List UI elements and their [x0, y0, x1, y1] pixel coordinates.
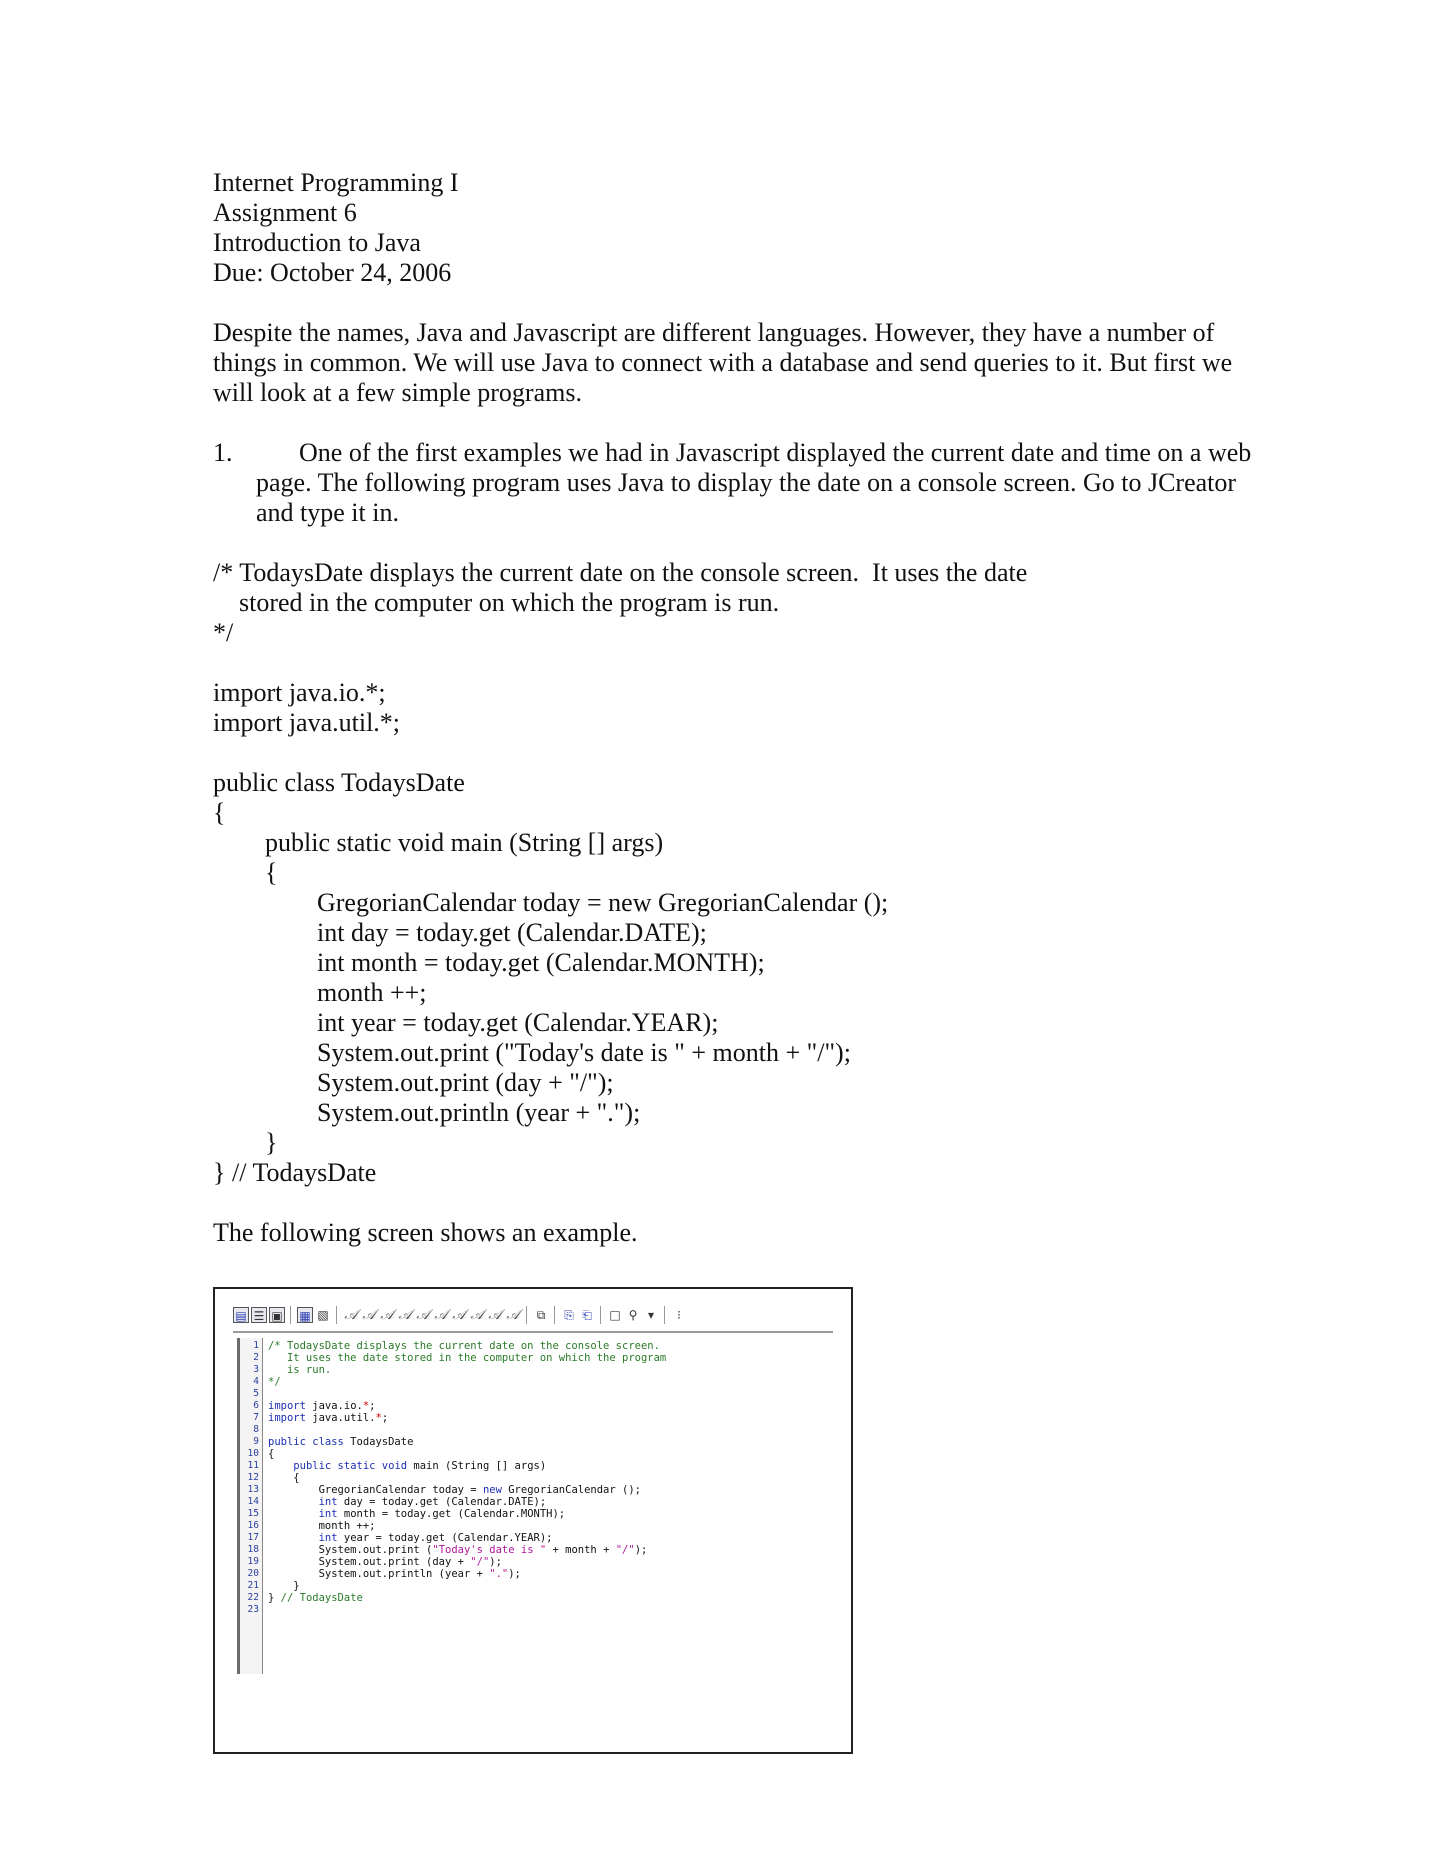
code-line: System.out.println (year + "."); [213, 1098, 641, 1127]
editor-line: { [268, 1472, 300, 1484]
save-all-icon[interactable]: ▦ [297, 1307, 313, 1323]
link-icon[interactable]: ⚲ [628, 1308, 638, 1322]
line-number: 7 [253, 1412, 259, 1423]
code-line [213, 648, 1253, 678]
line-number: 2 [253, 1352, 259, 1363]
screenshot-caption: The following screen shows an example. [213, 1218, 638, 1247]
code-line: int month = today.get (Calendar.MONTH); [213, 948, 765, 977]
line-number: 20 [247, 1568, 259, 1579]
editor-line: import java.io.*; [268, 1400, 376, 1412]
code-line: } [213, 1128, 278, 1157]
editor-line: System.out.print ("Today's date is " + month + "/"); [268, 1544, 648, 1556]
editor-line: It uses the date stored in the computer on which the program [268, 1352, 667, 1364]
code-line: System.out.print (day + "/"); [213, 1068, 614, 1097]
code-line: System.out.print ("Today's date is " + month + "/"); [213, 1038, 851, 1067]
tool-icon[interactable]: 𝒜 [398, 1307, 412, 1323]
code-line: { [213, 798, 226, 827]
toolbar-separator [526, 1306, 528, 1324]
window-split-icon[interactable]: ⧉ [536, 1308, 546, 1322]
editor-line: /* TodaysDate displays the current date on the console screen. [268, 1340, 660, 1352]
tool-icon[interactable]: 𝒜 [362, 1307, 376, 1323]
editor-line: month ++; [268, 1520, 376, 1532]
toolbar-separator [664, 1306, 666, 1324]
toolbar-separator [336, 1306, 338, 1324]
editor-line: { [268, 1448, 275, 1460]
item-number: 1. [213, 438, 233, 467]
tool-icon[interactable]: 𝒜 [416, 1307, 430, 1323]
course-title: Internet Programming I [213, 168, 459, 197]
line-number: 22 [247, 1592, 259, 1603]
assignment-title: Assignment 6 [213, 198, 357, 227]
editor-line: import java.util.*; [268, 1412, 389, 1424]
editor-line: int year = today.get (Calendar.YEAR); [318, 1532, 553, 1544]
more-icon[interactable]: ⁝ [677, 1308, 681, 1322]
line-number: 5 [253, 1388, 259, 1399]
code-line: { [213, 858, 278, 887]
numbered-item-1 [213, 438, 1253, 528]
line-number: 16 [247, 1520, 259, 1531]
code-line: month ++; [213, 978, 427, 1007]
tool-icon[interactable]: 𝒜 [344, 1307, 358, 1323]
editor-line: System.out.println (year + "."); [268, 1568, 521, 1580]
code-line: GregorianCalendar today = new GregorianCalendar (); [213, 888, 889, 917]
editor-line: */ [268, 1376, 281, 1388]
line-number: 19 [247, 1556, 259, 1567]
code-line: import java.util.*; [213, 708, 401, 737]
editor-line: } [268, 1580, 300, 1592]
line-number: 12 [247, 1472, 259, 1483]
code-line: int day = today.get (Calendar.DATE); [213, 918, 707, 947]
line-number: 21 [247, 1580, 259, 1591]
tool-icon[interactable]: 𝒜 [452, 1307, 466, 1323]
document-header [213, 168, 1253, 288]
toolbar-separator [600, 1306, 602, 1324]
line-number: 3 [253, 1364, 259, 1375]
tool-icon[interactable]: 𝒜 [470, 1307, 484, 1323]
editor-line: System.out.print (day + "/"); [268, 1556, 502, 1568]
editor-line: public static void main (String [] args) [293, 1460, 547, 1472]
document-page [213, 168, 1253, 1248]
toolbar-separator [554, 1306, 556, 1324]
code-line: import java.io.*; [213, 678, 386, 707]
editor-line: } // TodaysDate [268, 1592, 363, 1604]
tool-icon[interactable]: 𝒜 [380, 1307, 394, 1323]
window-icon[interactable]: ▣ [269, 1307, 285, 1323]
code-listing [213, 558, 1253, 1188]
line-number: 9 [253, 1436, 259, 1447]
list-icon[interactable]: ☰ [251, 1307, 267, 1323]
editor-line: GregorianCalendar today = new GregorianCalendar (); [268, 1484, 641, 1496]
line-number: 14 [247, 1496, 259, 1507]
line-number: 8 [253, 1424, 259, 1435]
code-line: public class TodaysDate [213, 768, 465, 797]
item-text: One of the first examples we had in Javascript displayed the current date and time on a web page. The following program uses Java to display the date on a console screen. Go to JCreator and type it in. [256, 438, 1252, 527]
line-number: 1 [253, 1340, 259, 1351]
line-number: 17 [247, 1532, 259, 1543]
code-line [213, 738, 1253, 768]
line-number: 4 [253, 1376, 259, 1387]
toolbar-separator [290, 1306, 292, 1324]
due-date: Due: October 24, 2006 [213, 258, 452, 287]
new-class-icon[interactable]: □ [609, 1308, 621, 1322]
ide-toolbar [233, 1303, 833, 1333]
editor-line: public class TodaysDate [268, 1436, 414, 1448]
line-number: 23 [247, 1604, 259, 1615]
line-number: 18 [247, 1544, 259, 1555]
code-line: public static void main (String [] args) [213, 828, 664, 857]
topic-title: Introduction to Java [213, 228, 421, 257]
code-line: int year = today.get (Calendar.YEAR); [213, 1008, 719, 1037]
editor-line: int month = today.get (Calendar.MONTH); [318, 1508, 566, 1520]
line-number-gutter [240, 1338, 263, 1674]
properties-icon[interactable]: ▧ [317, 1308, 329, 1322]
code-editor[interactable] [237, 1338, 836, 1674]
code-line: */ [213, 618, 234, 647]
line-number: 10 [247, 1448, 259, 1459]
copy-icon[interactable]: ⎘ [564, 1308, 574, 1322]
editor-line: int day = today.get (Calendar.DATE); [318, 1496, 547, 1508]
tool-icon[interactable]: 𝒜 [434, 1307, 448, 1323]
tool-icon[interactable]: 𝒜 [488, 1307, 502, 1323]
line-number: 13 [247, 1484, 259, 1495]
ide-screenshot [213, 1287, 853, 1754]
code-line: } // TodaysDate [213, 1158, 377, 1187]
code-line: stored in the computer on which the program is run. [213, 588, 780, 617]
dropdown-icon[interactable]: ▾ [647, 1308, 655, 1322]
line-number: 6 [253, 1400, 259, 1411]
paste-icon[interactable]: ⎗ [582, 1308, 592, 1322]
editor-line: is run. [268, 1364, 332, 1376]
tool-icon[interactable]: 𝒜 [506, 1307, 520, 1323]
intro-paragraph: Despite the names, Java and Javascript are different languages. However, they have a number of things in common. We will use Java to connect with a database and send queries to it. But first we will look at a few simple programs. [213, 318, 1233, 407]
line-number: 11 [247, 1460, 259, 1471]
new-file-icon[interactable]: ▤ [233, 1307, 249, 1323]
code-line: /* TodaysDate displays the current date on the console screen. It uses the date [213, 558, 1028, 587]
line-number: 15 [247, 1508, 259, 1519]
